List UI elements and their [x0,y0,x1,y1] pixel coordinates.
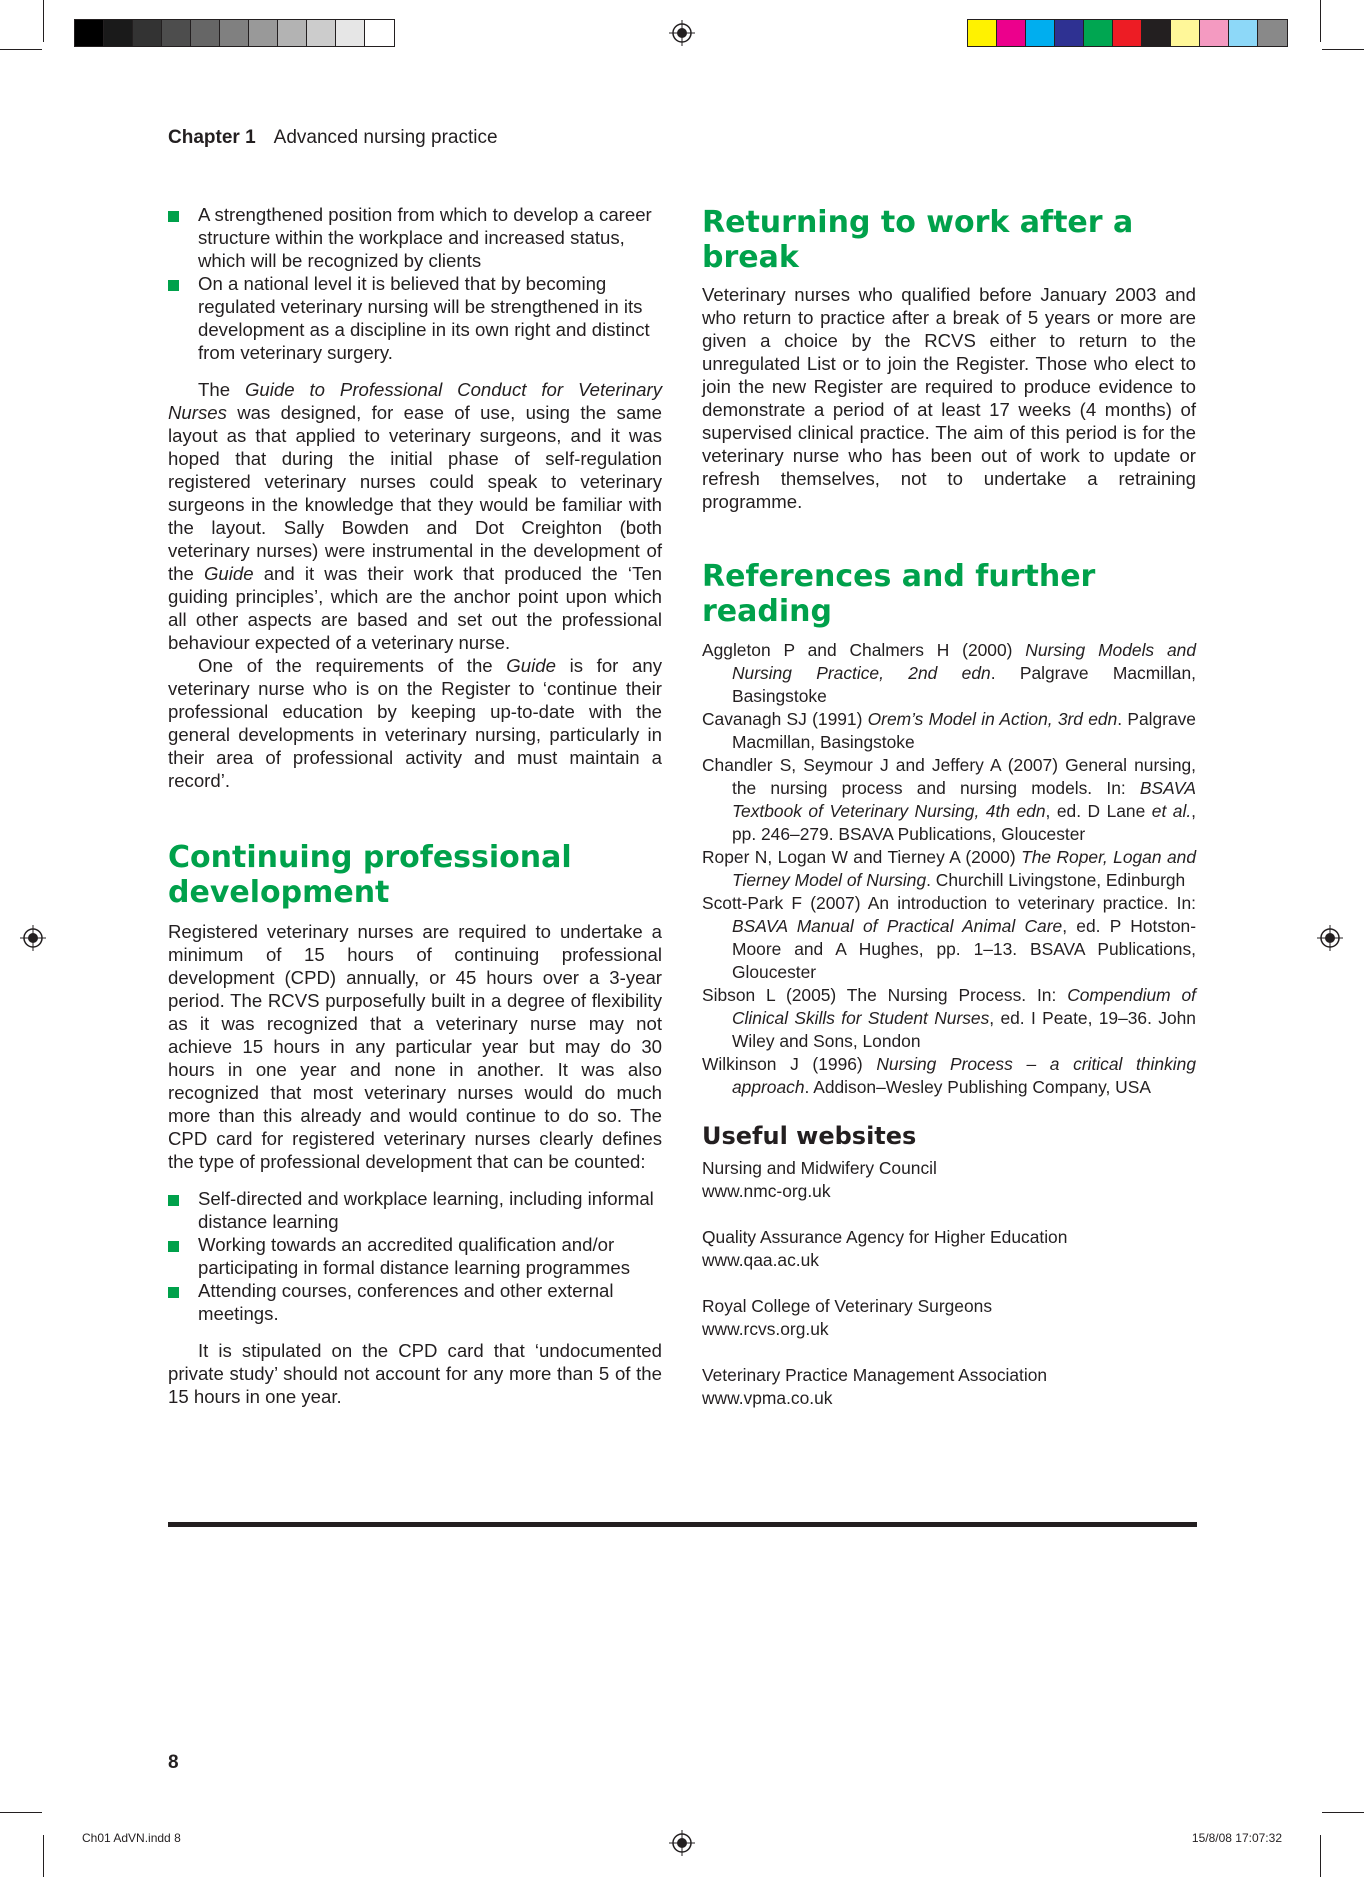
paragraph: Veterinary nurses who qualified before January 2003 and who return to practice after a break of 5 years or more are given a choice by the RCVS either to return to the unregulated List or to join the Register. Those who elect to join the new Register are required to produce evidence to demonstrate a period of at least 17 weeks (4 months) of supervised clinical practice. The aim of this period is for the veterinary nurse who has been out of work to update or refresh themselves, not to undertake a retraining programme. [702,284,1196,512]
calibration-swatch [1200,20,1229,46]
reference-part: Cavanagh SJ (1991) [702,709,868,729]
running-header [168,127,498,149]
website-name: Royal College of Veterinary Surgeons [702,1296,993,1316]
calibration-swatch [1142,20,1171,46]
calibration-swatch [997,20,1026,46]
page-number: 8 [168,1752,179,1773]
list-item-text: Attending courses, conferences and other external meetings. [198,1280,614,1324]
bullet-list [168,1187,662,1325]
reference-entry [702,754,1196,846]
website-entry [702,1364,1196,1410]
reference-entry [702,846,1196,892]
website-list [702,1157,1196,1410]
calibration-swatch [1171,20,1200,46]
section-heading-cpd: Continuing professional development [168,840,572,910]
reference-part: Aggleton P and Chalmers H (2000) [702,640,1026,660]
reference-entry [702,639,1196,708]
website-name: Quality Assurance Agency for Higher Education [702,1227,1068,1247]
reference-part: Roper N, Logan W and Tierney A (2000) [702,847,1022,867]
bullet-square-icon [168,280,179,291]
reference-part: . Churchill Livingstone, Edinburgh [926,870,1186,890]
list-item [168,272,662,364]
reference-entry [702,892,1196,984]
reference-part: . Palgrave Macmillan, Basingstoke [732,709,1196,752]
calibration-swatch [1113,20,1142,46]
website-url: www.qaa.ac.uk [702,1250,819,1270]
registration-mark-icon [669,20,695,46]
reference-part: BSAVA Manual of Practical Animal Care [732,916,1063,936]
reference-part: . Palgrave Macmillan, Basingstoke [732,663,1196,706]
reference-part: , ed. P Hotston-Moore and A Hughes, pp. 1–13. BSAVA Publications, Gloucester [732,916,1196,982]
paragraph: Registered veterinary nurses are required to undertake a minimum of 15 hours of continuing professional development (CPD) annually, or 45 hours over a 3-year period. The RCVS purposefully built in a degree of flexibility as it was recognized that a veterinary nurse may not achieve 15 hours in any particular year but may do 30 hours in one year and none in another. It was also recognized that most veterinary nurses would do much more than this already and would continue to do so. The CPD card for registered veterinary nurses clearly defines the type of professional development that can be counted: [168,921,662,1172]
reference-entry [702,1053,1196,1099]
crop-mark [0,49,42,50]
website-name: Veterinary Practice Management Association [702,1365,1048,1385]
calibration-swatch [968,20,997,46]
paragraph: It is stipulated on the CPD card that ‘undocumented private study’ should not account for any more than 5 of the 15 hours in one year. [168,1340,662,1407]
calibration-swatch [307,20,336,46]
list-item-text: Working towards an accredited qualification and/or participating in formal distance learning programmes [198,1234,630,1278]
reference-part: , ed. I Peate, 19–36. John Wiley and Sons, London [732,1008,1196,1051]
calibration-swatch [1026,20,1055,46]
calibration-swatch [191,20,220,46]
list-item [168,1233,662,1279]
slug-timestamp: 15/8/08 17:07:32 [1191,1831,1282,1845]
chapter-label: Chapter 1 [168,127,256,148]
bullet-square-icon [168,1241,179,1252]
calibration-swatch [249,20,278,46]
list-item [168,1279,662,1325]
calibration-swatch [104,20,133,46]
bullet-square-icon [168,1287,179,1298]
calibration-swatch [1055,20,1084,46]
reference-part: Chandler S, Seymour J and Jeffery A (2007) General nursing, the nursing process and nursing models. In: [702,755,1196,798]
color-calibration-bar [967,19,1288,47]
grayscale-calibration-bar [74,19,395,47]
right-column [702,203,1196,1433]
list-item [168,203,662,272]
crop-mark [1320,1835,1321,1877]
reference-part: Wilkinson J (1996) [702,1054,877,1074]
calibration-swatch [220,20,249,46]
reference-part: . Addison–Wesley Publishing Company, USA [804,1077,1151,1097]
bullet-square-icon [168,211,179,222]
reference-part: Nursing Process – a critical thinking approach [732,1054,1197,1097]
calibration-swatch [278,20,307,46]
left-column [168,203,662,1408]
crop-mark [43,1835,44,1877]
website-name: Nursing and Midwifery Council [702,1158,937,1178]
crop-mark [43,0,44,42]
reference-list [702,639,1196,1099]
calibration-swatch [1258,20,1287,46]
calibration-swatch [75,20,104,46]
crop-mark [1322,1812,1364,1813]
reference-part: et al. [1151,801,1192,821]
reference-part: Compendium of Clinical Skills for Student Nurses [732,985,1196,1028]
website-entry [702,1226,1196,1272]
reference-entry [702,708,1196,754]
calibration-swatch [162,20,191,46]
section-heading-references: References and further reading [702,559,1096,629]
calibration-swatch [133,20,162,46]
website-url: www.nmc-org.uk [702,1181,831,1201]
reference-part: , ed. D Lane [1045,801,1152,821]
registration-mark-icon [20,925,46,951]
reference-part: The Roper, Logan and Tierney Model of Nursing [732,847,1196,890]
reference-part: , pp. 246–279. BSAVA Publications, Gloucester [732,801,1196,844]
list-item-text: On a national level it is believed that by becoming regulated veterinary nursing will be strengthened in its development as a discipline in its own right and distinct from veterinary surgery. [198,273,650,363]
list-item [168,1187,662,1233]
registration-mark-icon [669,1830,695,1856]
website-entry [702,1295,1196,1341]
reference-part: BSAVA Textbook of Veterinary Nursing, 4th edn [732,778,1196,821]
crop-mark [1320,0,1321,42]
list-item-text: Self-directed and workplace learning, including informal distance learning [198,1188,654,1232]
reference-part: Orem’s Model in Action, 3rd edn [867,709,1118,729]
crop-mark [1322,49,1364,50]
section-heading-return: Returning to work after a break [702,205,1134,275]
list-item-text: A strengthened position from which to develop a career structure within the workplace and increased status, which will be recognized by clients [198,204,652,271]
slug-filename: Ch01 AdVN.indd 8 [82,1831,181,1845]
calibration-swatch [1084,20,1113,46]
bullet-square-icon [168,1195,179,1206]
chapter-title: Advanced nursing practice [273,127,498,148]
reference-part: Scott-Park F (2007) An introduction to veterinary practice. In: [702,893,1196,913]
website-url: www.vpma.co.uk [702,1388,833,1408]
paragraph: One of the requirements of the Guide is for any veterinary nurse who is on the Register to ‘continue their professional education by keeping up-to-date with the general developments in veterinary nursing, particularly in their area of professional activity and must maintain a record’. [168,655,662,791]
bullet-list [168,203,662,364]
section-heading-websites: Useful websites [702,1122,917,1150]
website-entry [702,1157,1196,1203]
reference-entry [702,984,1196,1053]
website-url: www.rcvs.org.uk [702,1319,829,1339]
calibration-swatch [336,20,365,46]
footer-rule [168,1522,1197,1527]
reference-part: Nursing Models and Nursing Practice, 2nd edn [732,640,1196,683]
paragraph: The Guide to Professional Conduct for Veterinary Nurses was designed, for ease of use, using the same layout as that applied to veterinary surgeons, and it was hoped that during the initial phase of self-regulation registered veterinary nurses could speak to veterinary surgeons in the knowledge that they would be familiar with the layout. Sally Bowden and Dot Creighton (both veterinary nurses) were instrumental in the development of the Guide and it was their work that produced the ‘Ten guiding principles’, which are the anchor point upon which all other aspects are based and set out the professional behaviour expected of a veterinary nurse. [168,379,662,653]
calibration-swatch [365,20,394,46]
reference-part: Sibson L (2005) The Nursing Process. In: [702,985,1068,1005]
registration-mark-icon [1317,925,1343,951]
calibration-swatch [1229,20,1258,46]
crop-mark [0,1812,42,1813]
